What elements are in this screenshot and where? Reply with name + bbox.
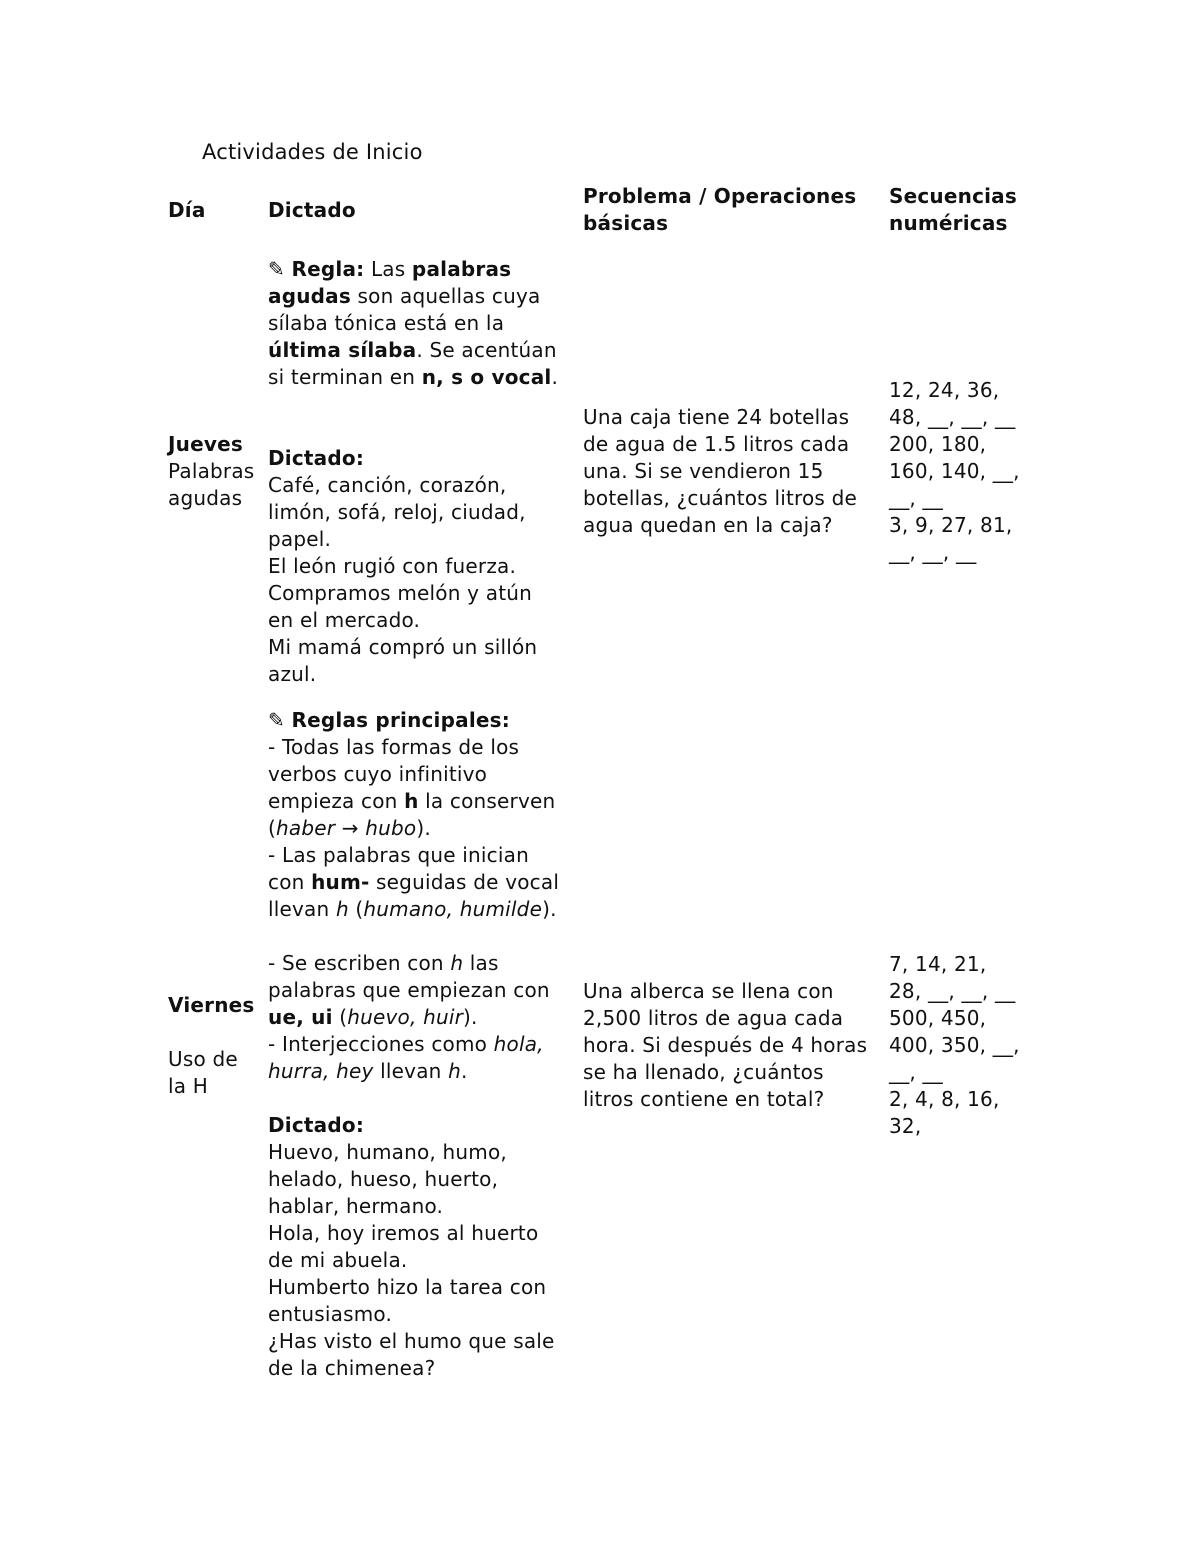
- dictation-line: Humberto hizo la tarea con: [268, 1275, 547, 1299]
- rule-line: palabras que empiezan con: [268, 978, 550, 1002]
- rules-label: Reglas principales:: [291, 708, 510, 732]
- sequence-line: 7, 14, 21,: [889, 952, 987, 976]
- dictation-line: Mi mamá compró un sillón: [268, 635, 538, 659]
- rule-line: - Todas las formas de los: [268, 735, 520, 759]
- header-problema-line: Problema / Operaciones: [583, 184, 857, 208]
- rule-italic: huevo, huir: [347, 1005, 464, 1029]
- dictado-cell-viernes: [268, 707, 583, 1382]
- rule-text: ).: [463, 1005, 478, 1029]
- header-dictado: Dictado: [268, 198, 356, 222]
- problem-line: se ha llenado, ¿cuántos: [583, 1060, 824, 1084]
- day-topic: agudas: [168, 486, 243, 510]
- rule-text: . Se acentúan: [416, 338, 557, 362]
- dictation-label: Dictado:: [268, 446, 365, 470]
- day-cell-jueves: [168, 431, 254, 512]
- rule-text: las: [463, 951, 499, 975]
- rule-text: .: [551, 365, 559, 389]
- problem-line: una. Si se vendieron 15: [583, 459, 824, 483]
- rule-line: [268, 283, 583, 310]
- dictation-line: de mi abuela.: [268, 1248, 408, 1272]
- dictation-line: papel.: [268, 527, 332, 551]
- day-topic: Uso de: [168, 1047, 238, 1071]
- pencil-icon: ✎: [268, 708, 285, 732]
- problem-line: Una alberca se llena con: [583, 979, 834, 1003]
- rules-heading: [268, 707, 583, 734]
- sequence-line: 3, 9, 27, 81,: [889, 513, 1013, 537]
- rule-bold: ue, ui: [268, 1005, 333, 1029]
- day-cell-viernes: [168, 992, 255, 1100]
- sequence-line: 500, 450,: [889, 1006, 987, 1030]
- sequence-line: 12, 24, 36,: [889, 378, 1000, 402]
- sequence-line: 160, 140, __,: [889, 459, 1020, 483]
- rule-line: [268, 1031, 583, 1058]
- header-dia: Día: [168, 198, 206, 222]
- rule-text: si terminan en: [268, 365, 422, 389]
- rule-bold: última sílaba: [268, 338, 417, 362]
- dictation-line: de la chimenea?: [268, 1356, 436, 1380]
- rule-line: [268, 1058, 583, 1085]
- rule-text: llevan: [373, 1059, 449, 1083]
- rule-text: Las: [370, 257, 412, 281]
- header-problema: [583, 183, 883, 237]
- dictation-line: helado, hueso, huerto,: [268, 1167, 499, 1191]
- day-topic: Palabras: [168, 459, 255, 483]
- rule-italic: hola,: [493, 1032, 544, 1056]
- dictation-line: entusiasmo.: [268, 1302, 393, 1326]
- rule-bold: n, s o vocal: [421, 365, 552, 389]
- rule-bold: h: [404, 789, 419, 813]
- problem-line: hora. Si después de 4 horas: [583, 1033, 868, 1057]
- sequence-line: __, __: [889, 1060, 943, 1084]
- header-secuencias-line: numéricas: [889, 211, 1008, 235]
- sequence-cell-viernes: [889, 951, 1049, 1140]
- page-title: Actividades de Inicio: [202, 140, 423, 164]
- problem-line: de agua de 1.5 litros cada: [583, 432, 850, 456]
- rule-italic: h: [450, 951, 464, 975]
- rule-text: la conserven: [418, 789, 556, 813]
- problem-line: Una caja tiene 24 botellas: [583, 405, 850, 429]
- rule-bold: agudas: [268, 284, 351, 308]
- dictation-line: Café, canción, corazón,: [268, 473, 507, 497]
- dictation-line: en el mercado.: [268, 608, 421, 632]
- rule-text: ).: [542, 897, 557, 921]
- rule-bold: palabras: [411, 257, 512, 281]
- rule-italic: h: [335, 897, 349, 921]
- problem-line: agua quedan en la caja?: [583, 513, 833, 537]
- dictado-cell-jueves: [268, 256, 583, 688]
- rule-line: [268, 364, 583, 391]
- rule-italic: haber → hubo: [276, 816, 417, 840]
- rule-text: - Se escriben con: [268, 951, 451, 975]
- dictation-line: ¿Has visto el humo que sale: [268, 1329, 555, 1353]
- rule-text: - Interjecciones como: [268, 1032, 494, 1056]
- rule-line: [268, 1004, 583, 1031]
- rule-line: [268, 950, 583, 977]
- rule-text: (: [268, 816, 277, 840]
- day-topic: la H: [168, 1074, 209, 1098]
- sequence-line: 200, 180,: [889, 432, 987, 456]
- problem-line: litros contiene en total?: [583, 1087, 825, 1111]
- rule-italic: humano, humilde: [363, 897, 543, 921]
- rule-line: [268, 869, 583, 896]
- sequence-line: 32,: [889, 1114, 922, 1138]
- rule-italic: hurra, hey: [268, 1059, 374, 1083]
- sequence-line: 400, 350, __,: [889, 1033, 1020, 1057]
- pencil-icon: ✎: [268, 257, 285, 281]
- sequence-cell-jueves: [889, 377, 1049, 566]
- sequence-line: 2, 4, 8, 16,: [889, 1087, 1000, 1111]
- rule-text: llevan: [268, 897, 336, 921]
- problem-cell-jueves: [583, 404, 888, 539]
- rule-line: verbos cuyo infinitivo: [268, 762, 488, 786]
- header-secuencias-line: Secuencias: [889, 184, 1017, 208]
- sequence-line: 28, __, __, __: [889, 979, 1016, 1003]
- problem-cell-viernes: [583, 978, 888, 1113]
- rule-italic: h: [448, 1059, 461, 1083]
- problem-line: 2,500 litros de agua cada: [583, 1006, 844, 1030]
- rule-text: ).: [416, 816, 431, 840]
- dictation-line: hablar, hermano.: [268, 1194, 444, 1218]
- header-secuencias: [889, 183, 1049, 237]
- dictation-line: Compramos melón y atún: [268, 581, 533, 605]
- rule-line: sílaba tónica está en la: [268, 311, 505, 335]
- day-label: Jueves: [168, 432, 243, 456]
- rule-line: [268, 788, 583, 815]
- dictation-line: El león rugió con fuerza.: [268, 554, 517, 578]
- dictation-label: Dictado:: [268, 1113, 365, 1137]
- rule-line: [268, 815, 583, 842]
- rule-text: (: [348, 897, 364, 921]
- rule-line: [268, 896, 583, 923]
- rule-heading: [268, 256, 583, 283]
- header-problema-line: básicas: [583, 211, 669, 235]
- sequence-line: __, __, __: [889, 540, 977, 564]
- rule-text: con: [268, 870, 312, 894]
- day-label: Viernes: [168, 993, 255, 1017]
- rule-bold: hum-: [311, 870, 370, 894]
- rule-text: (: [332, 1005, 348, 1029]
- sequence-line: 48, __, __, __: [889, 405, 1016, 429]
- dictation-line: limón, sofá, reloj, ciudad,: [268, 500, 526, 524]
- rule-text: empieza con: [268, 789, 405, 813]
- rule-text: seguidas de vocal: [369, 870, 560, 894]
- rule-text: son aquellas cuya: [350, 284, 541, 308]
- rule-line: - Las palabras que inician: [268, 843, 529, 867]
- problem-line: botellas, ¿cuántos litros de: [583, 486, 858, 510]
- rule-text: .: [461, 1059, 468, 1083]
- rule-line: [268, 337, 583, 364]
- dictation-line: Hola, hoy iremos al huerto: [268, 1221, 539, 1245]
- sequence-line: __, __: [889, 486, 943, 510]
- dictation-line: Huevo, humano, humo,: [268, 1140, 507, 1164]
- dictation-line: azul.: [268, 662, 317, 686]
- rule-label: Regla:: [291, 257, 365, 281]
